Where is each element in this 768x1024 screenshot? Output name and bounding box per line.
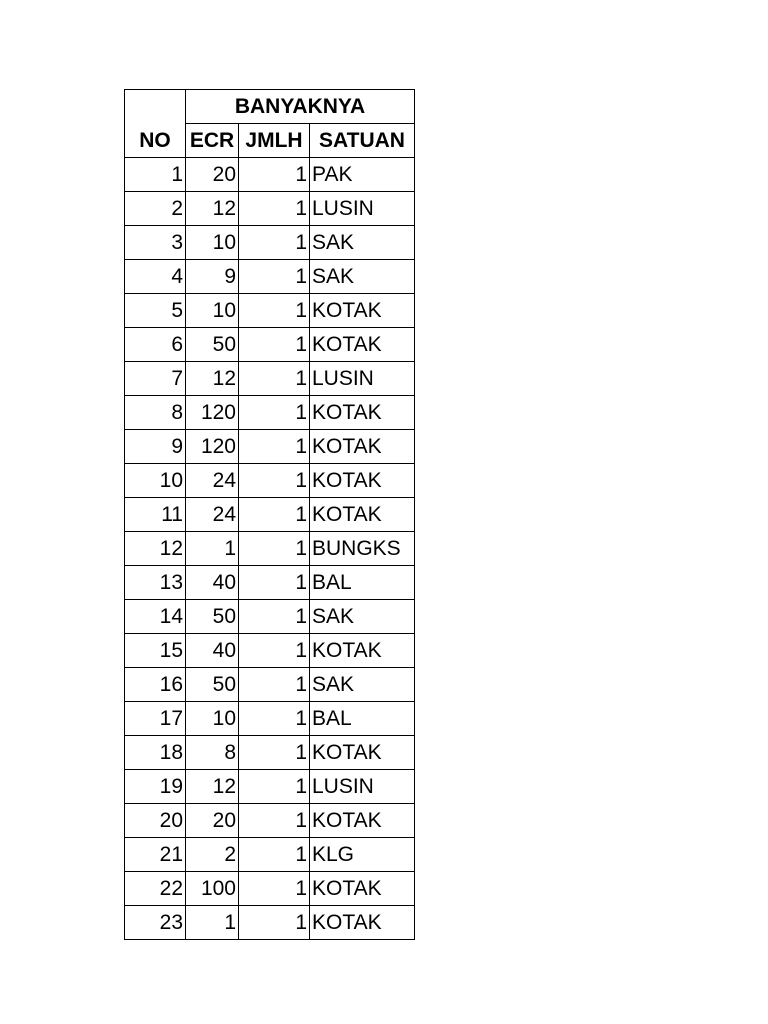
table-row [125, 226, 415, 260]
cell-ecr: 1 [186, 532, 239, 566]
cell-no: 12 [125, 532, 186, 566]
cell-ecr: 20 [186, 158, 239, 192]
cell-jmlh: 1 [239, 770, 310, 804]
cell-jmlh: 1 [239, 192, 310, 226]
cell-jmlh: 1 [239, 634, 310, 668]
cell-ecr: 24 [186, 464, 239, 498]
cell-satuan: LUSIN [310, 362, 415, 396]
cell-ecr: 100 [186, 872, 239, 906]
cell-ecr: 12 [186, 192, 239, 226]
cell-satuan: KOTAK [310, 634, 415, 668]
table-row [125, 702, 415, 736]
header-jmlh: JMLH [239, 124, 310, 158]
cell-jmlh: 1 [239, 566, 310, 600]
header-banyaknya: BANYAKNYA [186, 90, 415, 124]
cell-ecr: 12 [186, 362, 239, 396]
cell-satuan: KOTAK [310, 736, 415, 770]
cell-satuan: BAL [310, 702, 415, 736]
table-row [125, 362, 415, 396]
cell-jmlh: 1 [239, 430, 310, 464]
cell-jmlh: 1 [239, 838, 310, 872]
table-body [125, 158, 415, 940]
cell-ecr: 10 [186, 294, 239, 328]
quantity-table [124, 89, 415, 940]
cell-ecr: 40 [186, 566, 239, 600]
cell-no: 21 [125, 838, 186, 872]
table-row [125, 804, 415, 838]
cell-ecr: 40 [186, 634, 239, 668]
cell-no: 4 [125, 260, 186, 294]
table-row [125, 192, 415, 226]
cell-ecr: 50 [186, 328, 239, 362]
cell-satuan: KOTAK [310, 396, 415, 430]
cell-satuan: BAL [310, 566, 415, 600]
cell-no: 9 [125, 430, 186, 464]
cell-no: 16 [125, 668, 186, 702]
cell-satuan: KOTAK [310, 906, 415, 940]
header-no: NO [125, 90, 186, 158]
table-row [125, 328, 415, 362]
cell-jmlh: 1 [239, 396, 310, 430]
cell-jmlh: 1 [239, 906, 310, 940]
cell-no: 17 [125, 702, 186, 736]
cell-ecr: 2 [186, 838, 239, 872]
cell-no: 22 [125, 872, 186, 906]
cell-satuan: KOTAK [310, 872, 415, 906]
cell-satuan: KLG [310, 838, 415, 872]
cell-satuan: KOTAK [310, 464, 415, 498]
cell-no: 18 [125, 736, 186, 770]
header-row-group [125, 90, 415, 124]
cell-jmlh: 1 [239, 294, 310, 328]
table-row [125, 770, 415, 804]
table-row [125, 260, 415, 294]
cell-satuan: LUSIN [310, 770, 415, 804]
table-row [125, 430, 415, 464]
cell-no: 3 [125, 226, 186, 260]
cell-satuan: SAK [310, 668, 415, 702]
cell-jmlh: 1 [239, 702, 310, 736]
table-row [125, 498, 415, 532]
table-row [125, 872, 415, 906]
table-row [125, 566, 415, 600]
cell-ecr: 120 [186, 396, 239, 430]
cell-no: 23 [125, 906, 186, 940]
cell-no: 13 [125, 566, 186, 600]
table-row [125, 668, 415, 702]
cell-jmlh: 1 [239, 362, 310, 396]
cell-no: 19 [125, 770, 186, 804]
table-row [125, 838, 415, 872]
cell-jmlh: 1 [239, 736, 310, 770]
cell-jmlh: 1 [239, 600, 310, 634]
cell-jmlh: 1 [239, 532, 310, 566]
cell-ecr: 20 [186, 804, 239, 838]
cell-satuan: KOTAK [310, 804, 415, 838]
cell-jmlh: 1 [239, 668, 310, 702]
cell-no: 7 [125, 362, 186, 396]
cell-jmlh: 1 [239, 464, 310, 498]
table-row [125, 158, 415, 192]
cell-satuan: KOTAK [310, 430, 415, 464]
cell-ecr: 10 [186, 226, 239, 260]
cell-jmlh: 1 [239, 804, 310, 838]
cell-jmlh: 1 [239, 226, 310, 260]
table-row [125, 396, 415, 430]
cell-ecr: 8 [186, 736, 239, 770]
table-row [125, 906, 415, 940]
table-row [125, 634, 415, 668]
cell-no: 15 [125, 634, 186, 668]
cell-ecr: 50 [186, 600, 239, 634]
cell-no: 1 [125, 158, 186, 192]
cell-satuan: LUSIN [310, 192, 415, 226]
cell-ecr: 50 [186, 668, 239, 702]
cell-ecr: 10 [186, 702, 239, 736]
cell-no: 2 [125, 192, 186, 226]
cell-no: 11 [125, 498, 186, 532]
cell-no: 14 [125, 600, 186, 634]
table-row [125, 736, 415, 770]
cell-satuan: SAK [310, 226, 415, 260]
cell-jmlh: 1 [239, 158, 310, 192]
cell-satuan: SAK [310, 260, 415, 294]
cell-no: 20 [125, 804, 186, 838]
cell-jmlh: 1 [239, 328, 310, 362]
cell-ecr: 24 [186, 498, 239, 532]
cell-ecr: 120 [186, 430, 239, 464]
cell-no: 10 [125, 464, 186, 498]
cell-satuan: BUNGKS [310, 532, 415, 566]
table-header [125, 90, 415, 158]
table-row [125, 532, 415, 566]
header-satuan: SATUAN [310, 124, 415, 158]
cell-no: 6 [125, 328, 186, 362]
cell-satuan: PAK [310, 158, 415, 192]
cell-jmlh: 1 [239, 872, 310, 906]
cell-satuan: SAK [310, 600, 415, 634]
cell-no: 8 [125, 396, 186, 430]
table-row [125, 294, 415, 328]
cell-ecr: 1 [186, 906, 239, 940]
cell-ecr: 12 [186, 770, 239, 804]
cell-satuan: KOTAK [310, 498, 415, 532]
cell-satuan: KOTAK [310, 294, 415, 328]
cell-jmlh: 1 [239, 498, 310, 532]
cell-satuan: KOTAK [310, 328, 415, 362]
header-ecr: ECR [186, 124, 239, 158]
cell-jmlh: 1 [239, 260, 310, 294]
cell-no: 5 [125, 294, 186, 328]
cell-ecr: 9 [186, 260, 239, 294]
table-row [125, 600, 415, 634]
table-row [125, 464, 415, 498]
